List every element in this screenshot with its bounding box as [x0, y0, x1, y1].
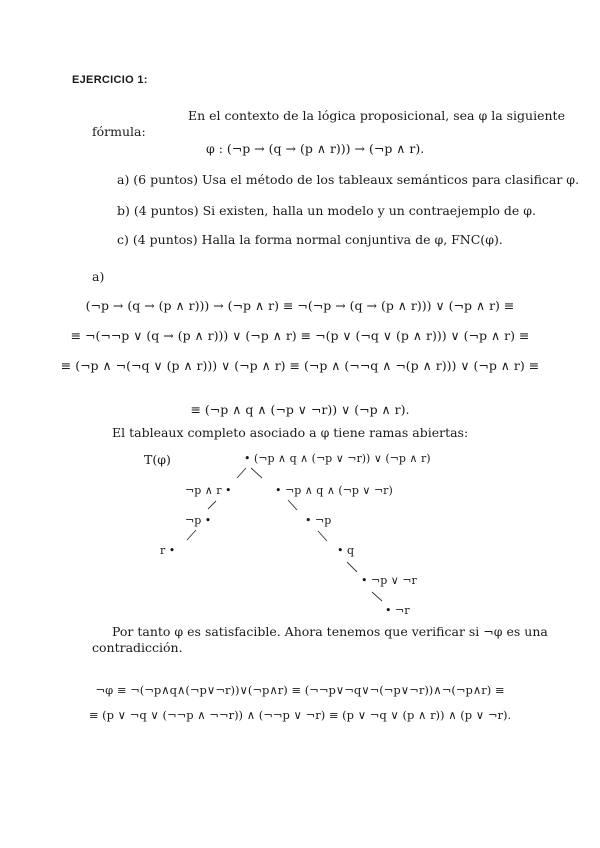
- derivation-line-1: (¬p → (q → (p ∧ r))) → (¬p ∧ r) ≡ ¬(¬p → (q → (p ∧ r))) ∨ (¬p ∧ r) ≡: [85, 298, 515, 313]
- edge-root-right: [251, 468, 262, 478]
- negation-line-2: ≡ (p ∨ ¬q ∨ (¬¬p ∧ ¬¬r)) ∧ (¬¬p ∨ ¬r) ≡ (p ∨ ¬q ∨ (p ∧ r)) ∧ (p ∨ ¬r).: [88, 708, 512, 722]
- edge-left-1: [208, 501, 216, 509]
- tableau-label: T(φ): [144, 452, 171, 467]
- tableau-intro: El tableaux completo asociado a φ tiene ramas abiertas:: [112, 425, 469, 440]
- conclusion-line-2: contradicción.: [92, 640, 183, 655]
- edge-root-left: [237, 468, 246, 478]
- edge-right-2: [318, 531, 327, 541]
- tableau-right-node-4: • ¬p ∨ ¬r: [361, 574, 417, 587]
- edge-right-3: [347, 562, 357, 572]
- tableau-root-node: • (¬p ∧ q ∧ (¬p ∨ ¬r)) ∨ (¬p ∧ r): [244, 452, 431, 465]
- edge-right-4: [372, 592, 382, 601]
- task-a: a) (6 puntos) Usa el método de los tableaux semánticos para clasificar φ.: [117, 172, 580, 187]
- intro-line-2: fórmula:: [92, 124, 146, 139]
- tableau-right-node-2: • ¬p: [305, 514, 332, 527]
- formula-phi: φ : (¬p → (q → (p ∧ r))) → (¬p ∧ r).: [206, 141, 425, 156]
- exercise-heading: EJERCICIO 1:: [72, 74, 148, 86]
- tableau-left-node-3: r •: [160, 544, 176, 557]
- tableau-left-node-2: ¬p •: [185, 514, 212, 527]
- answer-label: a): [92, 269, 105, 284]
- derivation-line-2: ≡ ¬(¬¬p ∨ (q → (p ∧ r))) ∨ (¬p ∧ r) ≡ ¬(p ∨ (¬q ∨ (p ∧ r))) ∨ (¬p ∧ r) ≡: [70, 328, 530, 343]
- conclusion-line-1: Por tanto φ es satisfacible. Ahora tenemos que verificar si ¬φ es una: [112, 624, 548, 639]
- negation-line-1: ¬φ ≡ ¬(¬p∧q∧(¬p∨¬r))∨(¬p∧r) ≡ (¬¬p∨¬q∨¬(¬p∨¬r))∧¬(¬p∧r) ≡: [95, 683, 505, 697]
- tableau-right-node-5: • ¬r: [385, 604, 410, 617]
- task-b: b) (4 puntos) Si existen, halla un modelo y un contraejemplo de φ.: [117, 203, 536, 218]
- edge-left-2: [187, 530, 196, 540]
- derivation-line-3: ≡ (¬p ∧ ¬(¬q ∨ (p ∧ r))) ∨ (¬p ∧ r) ≡ (¬p ∧ (¬¬q ∧ ¬(p ∧ r))) ∨ (¬p ∧ r) ≡: [60, 358, 540, 373]
- intro-line-1: En el contexto de la lógica proposicional, sea φ la siguiente: [188, 108, 565, 123]
- task-c: c) (4 puntos) Halla la forma normal conjuntiva de φ, FNC(φ).: [117, 232, 503, 247]
- derivation-line-4: ≡ (¬p ∧ q ∧ (¬p ∨ ¬r)) ∨ (¬p ∧ r).: [190, 402, 410, 417]
- edge-right-1: [288, 500, 297, 510]
- tableau-right-node-3: • q: [337, 544, 355, 557]
- tableau-right-node-1: • ¬p ∧ q ∧ (¬p ∨ ¬r): [275, 484, 393, 497]
- tableau-left-node-1: ¬p ∧ r •: [185, 484, 232, 497]
